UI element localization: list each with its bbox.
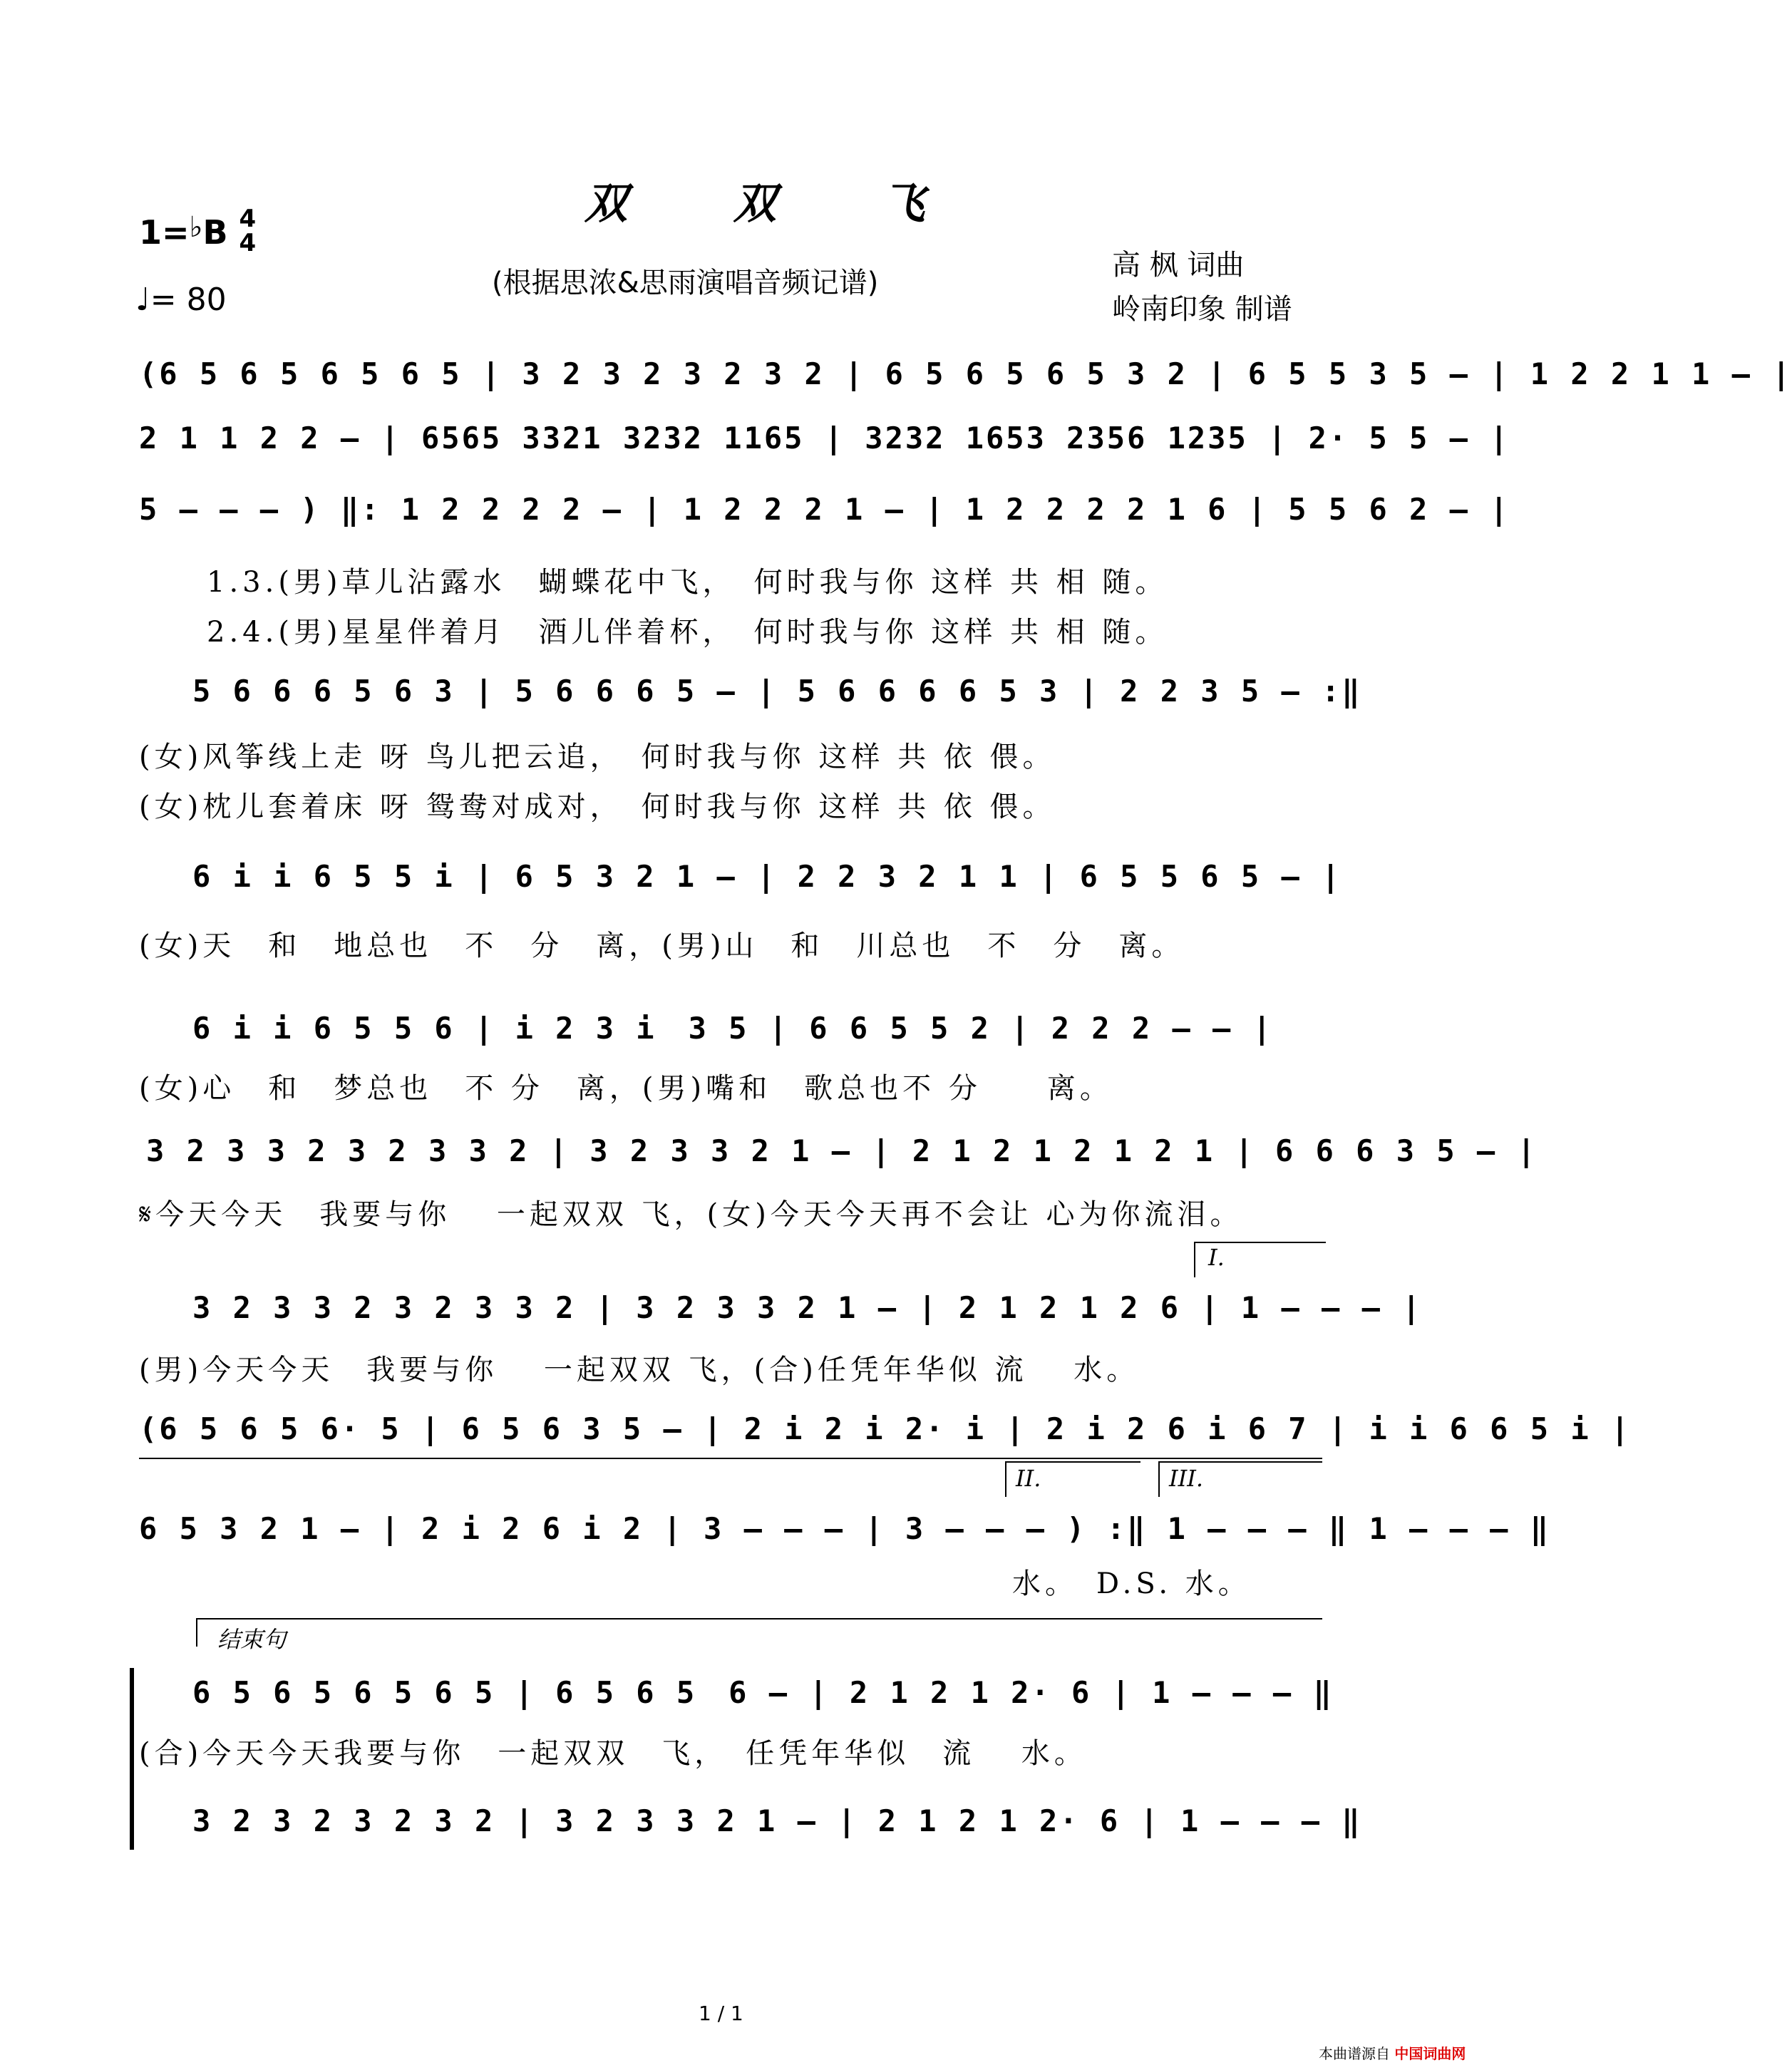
system-5-lyric: (女)天 和 地总也 不 分 离，(男)山 和 川总也 不 分 离。 <box>139 929 1185 962</box>
system-3-lyric-2: 2.4.(男)星星伴着月 酒儿伴着杯， 何时我与你 这样 共 相 随。 <box>207 616 1168 649</box>
key-note: B <box>202 213 228 252</box>
volta-3-line <box>1158 1461 1322 1463</box>
system-7-notes: 3 2 3 3 2 3 2 3 3 2 | 3 2 3 3 2 1 – | 2 1 2 1 2 1 2 1 | 6 6 6 3 5 – | <box>146 1133 1538 1168</box>
system-11-lyric: (合)今天今天我要与你 一起双双 飞， 任凭年华似 流 水。 <box>139 1737 1087 1770</box>
key-prefix: 1= <box>139 213 190 252</box>
score-subtitle: (根据思浓&思雨演唱音频记谱) <box>492 267 879 299</box>
system-3-lyric-1: 1.3.(男)草儿沾露水 蝴蝶花中飞， 何时我与你 这样 共 相 随。 <box>207 566 1168 599</box>
system-3-notes: 5 – – – ) ‖: 1 2 2 2 2 – | 1 2 2 2 1 – | 1 2 2 2 2 1 6 | 5 5 6 2 – | <box>139 492 1510 527</box>
volta-3-left <box>1158 1461 1160 1497</box>
volta-2-line <box>1005 1461 1140 1463</box>
volta-1-left <box>1194 1242 1195 1277</box>
ending-label: 结束句 <box>217 1626 287 1653</box>
tempo-marking: ♩= 80 <box>135 282 227 318</box>
system-10-lyric: 水。 D.S. 水。 <box>1012 1567 1251 1600</box>
composer-credit: 高 枫 词曲 <box>1112 249 1245 282</box>
system-4-lyric-2: (女)枕儿套着床 呀 鸳鸯对成对， 何时我与你 这样 共 依 偎。 <box>139 791 1056 823</box>
system-6-lyric: (女)心 和 梦总也 不 分 离，(男)嘴和 歌总也不 分 离。 <box>139 1072 1113 1105</box>
volta-1-line <box>1194 1242 1326 1243</box>
transcriber-credit: 岭南印象 制谱 <box>1112 293 1292 326</box>
system-2-notes: 2 1 1 2 2 – | 6565 3321 3232 1165 | 3232 1653 2356 1235 | 2· 5 5 – | <box>139 421 1510 455</box>
footer-site: 中国词曲网 <box>1394 2045 1466 2062</box>
system-8-lyric: (男)今天今天 我要与你 一起双双 飞，(合)任凭年华似 流 水。 <box>139 1354 1140 1386</box>
system-10-notes: 6 5 3 2 1 – | 2 i 2 6 i 2 | 3 – – – | 3 – – – ) :‖ 1 – – – ‖ 1 – – – ‖ <box>139 1511 1551 1546</box>
footer-left: 本曲谱源自 <box>1319 2045 1390 2062</box>
system-6-notes: 6 i i 6 5 5 6 | i 2 3 i 3 5 | 6 6 5 5 2 | 2 2 2 – – | <box>192 1011 1273 1046</box>
system-9-underline <box>139 1458 1322 1459</box>
key-signature <box>139 207 256 255</box>
flat-icon: ♭ <box>189 211 203 244</box>
system-12-notes: 3 2 3 2 3 2 3 2 | 3 2 3 3 2 1 – | 2 1 2 1 2· 6 | 1 – – – ‖ <box>192 1803 1362 1838</box>
page-number: 1 / 1 <box>699 2002 743 2025</box>
volta-2: II. <box>1016 1465 1041 1492</box>
volta-2-left <box>1005 1461 1006 1497</box>
brace-bracket <box>130 1668 134 1850</box>
system-7-lyric: 𝄋今天今天 我要与你 一起双双 飞，(女)今天今天再不会让 心为你流泪。 <box>139 1198 1243 1231</box>
system-4-notes: 5 6 6 6 5 6 3 | 5 6 6 6 5 – | 5 6 6 6 6 5 3 | 2 2 3 5 – :‖ <box>192 674 1362 709</box>
volta-1: I. <box>1208 1244 1225 1271</box>
system-4-lyric-1: (女)风筝线上走 呀 鸟儿把云追， 何时我与你 这样 共 依 偎。 <box>139 741 1056 773</box>
time-signature: 4 4 <box>239 205 257 257</box>
system-5-notes: 6 i i 6 5 5 i | 6 5 3 2 1 – | 2 2 3 2 1 1 | 6 5 5 6 5 – | <box>192 859 1342 894</box>
system-1-notes: (6 5 6 5 6 5 6 5 | 3 2 3 2 3 2 3 2 | 6 5 6 5 6 5 3 2 | 6 5 5 3 5 – | 1 2 2 1 1 – | <box>139 356 1792 391</box>
system-11-notes: 6 5 6 5 6 5 6 5 | 6 5 6 5 6 – | 2 1 2 1 2· 6 | 1 – – – ‖ <box>192 1675 1334 1710</box>
score-title: 双 双 飞 <box>585 179 971 229</box>
ending-label-line <box>196 1618 1322 1619</box>
system-8-notes: 3 2 3 3 2 3 2 3 3 2 | 3 2 3 3 2 1 – | 2 1 2 1 2 6 | 1 – – – | <box>192 1290 1423 1325</box>
system-9-notes: (6 5 6 5 6· 5 | 6 5 6 3 5 – | 2 i 2 i 2· i | 2 i 2 6 i 6 7 | i i 6 6 5 i | <box>139 1411 1632 1446</box>
footer-source <box>1319 2042 1466 2063</box>
volta-3: III. <box>1169 1465 1204 1492</box>
ending-label-left <box>196 1618 197 1647</box>
